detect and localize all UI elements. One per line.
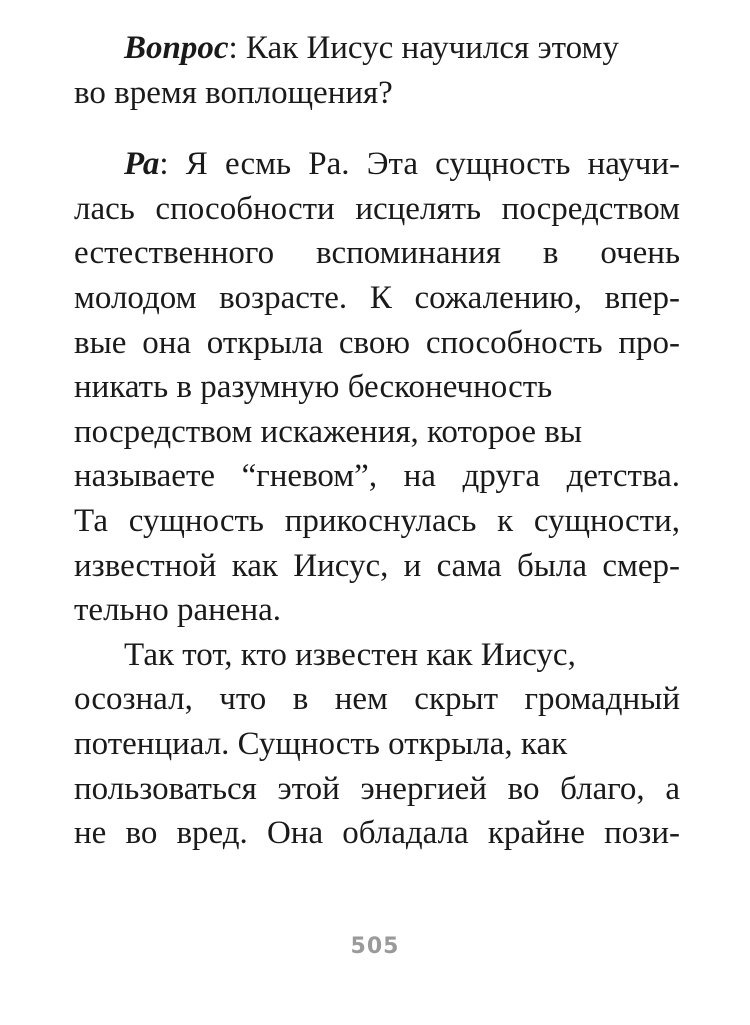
paragraph2-line-5: не во вред. Она обладала крайне пози- [74,815,680,852]
answer-line-2: лась способности исцелять посредством [74,190,680,227]
answer-speaker: Ра [124,146,160,183]
answer-line-7: посредством искажения, которое вы [74,413,583,450]
question-line-2: во время воплощения? [74,74,393,111]
book-page [74,26,680,856]
answer-line-4: молодом возрасте. К сожалению, впер- [74,279,680,316]
paragraph2-line-2: осознал, что в нем скрыт громадный [74,681,680,718]
answer-line-10: известной как Иисус, и сама была смер- [74,547,680,584]
answer-line-6: никать в разумную бесконечность [74,369,553,406]
paragraph2-line-3: потенциал. Сущность открыла, как [74,725,568,762]
page-number: 505 [350,934,400,959]
paragraph-gap [74,115,680,142]
question-line-1 [74,26,680,71]
paragraph2-line-4: пользоваться этой энергией во благо, а [74,770,680,807]
question-speaker: Вопрос [124,30,229,66]
answer-line-5: вые она открыла свою способность про- [74,324,680,361]
answer-line-3: естественного вспоминания в очень [74,235,680,272]
question-text: : Как Иисус научился этому [228,30,619,66]
paragraph2-line-1: Так тот, кто известен как Иисус, [124,636,576,673]
answer-line-1 [74,142,680,187]
answer-line-9: Та сущность прикоснулась к сущности, [74,502,680,539]
answer-line-11: тельно ранена. [74,592,282,629]
answer-line-8: называете “гневом”, на друга детства. [74,458,680,495]
answer-text: : Я есмь Ра. Эта сущность научи- [159,146,680,183]
